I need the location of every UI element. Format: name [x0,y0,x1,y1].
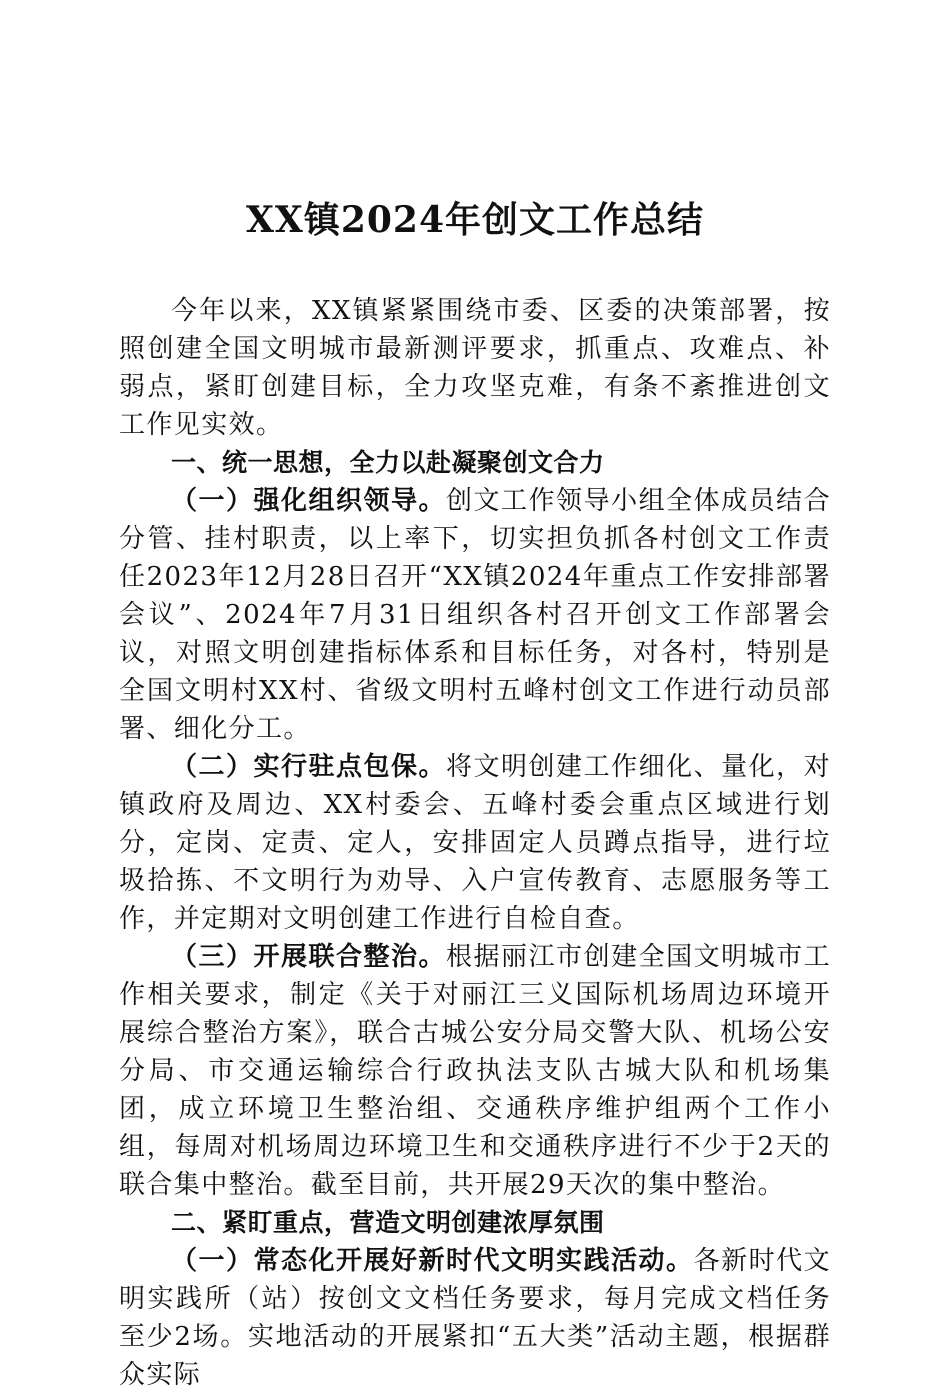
section-1-item-1-lead: （一）强化组织领导。 [171,486,447,516]
intro-paragraph: 今年以来，XX镇紧紧围绕市委、区委的决策部署，按照创建全国文明城市最新测评要求，抓重点、攻难点、补弱点，紧盯创建目标，全力攻坚克难，有条不紊推进创文工作见实效。 [119,296,831,440]
section-1-item-2-text: 将文明创建工作细化、量化，对镇政府及周边、XX村委会、五峰村委会重点区域进行划分，定岗、定责、定人，安排固定人员蹲点指导，进行垃圾拾拣、不文明行为劝导、入户宣传教育、志愿服务等工作，并定期对文明创建工作进行自检自查。 [119,752,831,934]
document-body [119,292,831,1394]
section-1-item-2 [119,748,831,938]
section-1-item-3-lead: （三）开展联合整治。 [171,942,447,972]
section-1-item-1-text: 创文工作领导小组全体成员结合分管、挂村职责，以上率下，切实担负抓各村创文工作责任2023年12月28日召开“XX镇2024年重点工作安排部署会议”、2024年7月31日组织各村召开创文工作部署会议，对照文明创建指标体系和目标任务，对各村，特别是全国文明村XX村、省级文明村五峰村创文工作进行动员部署、细化分工。 [119,486,831,744]
section-1-heading: 一、统一思想，全力以赴凝聚创文合力 [171,448,605,477]
section-2-item-1-lead: （一）常态化开展好新时代文明实践活动。 [171,1246,694,1276]
section-1-item-2-lead: （二）实行驻点包保。 [171,752,447,782]
section-2-item-1-text: 各新时代文明实践所（站）按创文文档任务要求，每月完成文档任务至少2场。实地活动的开展紧扣“五大类”活动主题，根据群众实际 [119,1246,831,1390]
section-1-item-3-text: 根据丽江市创建全国文明城市工作相关要求，制定《关于对丽江三义国际机场周边环境开展综合整治方案》，联合古城公安分局交警大队、机场公安分局、市交通运输综合行政执法支队古城大队和机场集团，成立环境卫生整治组、交通秩序维护组两个工作小组，每周对机场周边环境卫生和交通秩序进行不少于2天的联合集中整治。截至目前，共开展29天次的集中整治。 [119,942,831,1200]
section-1-item-3 [119,938,831,1204]
section-1-item-1 [119,482,831,748]
section-2-item-1 [119,1242,831,1394]
document-title: XX镇2024年创文工作总结 [245,199,705,241]
section-2-heading: 二、紧盯重点，营造文明创建浓厚氛围 [171,1208,605,1237]
